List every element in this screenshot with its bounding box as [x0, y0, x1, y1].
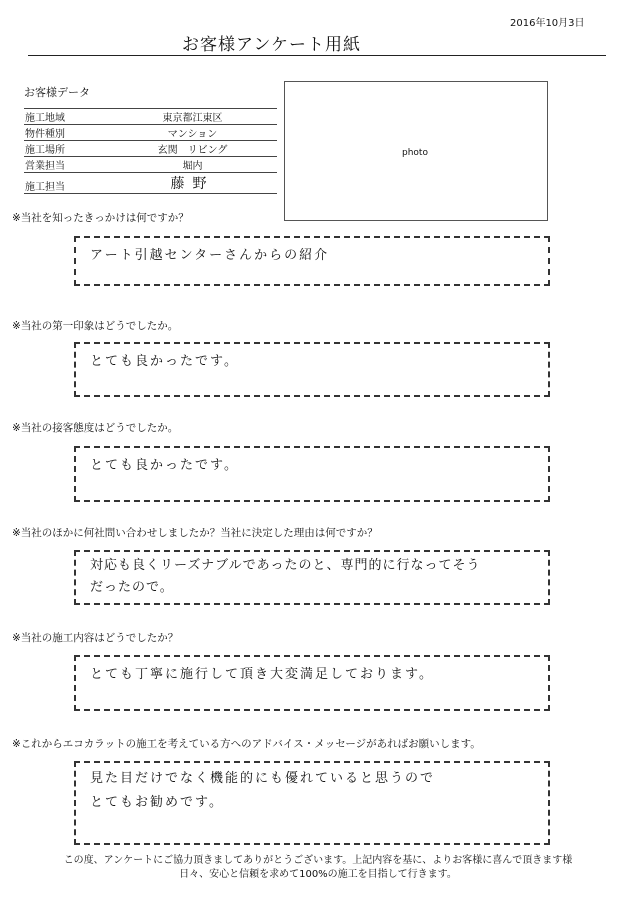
- info-value-handwritten: 藤野: [107, 173, 277, 194]
- answer-5: とても丁寧に施行して頂き大変満足しております。: [90, 667, 434, 682]
- info-row-sales: [24, 157, 277, 173]
- answer-box-2: [74, 342, 550, 397]
- info-key: 施工担当: [24, 173, 107, 194]
- answer-3: とても良かったです。: [90, 458, 239, 473]
- info-row-installer: [24, 173, 277, 194]
- info-value: 東京都江東区: [107, 109, 277, 125]
- question-1: ※当社を知ったきっかけは何ですか？: [12, 212, 189, 224]
- footer-line-2: 日々、安心と信頼を求めて100%の施工を目指して行きます。: [179, 869, 457, 880]
- info-row-area: [24, 109, 277, 125]
- customer-info-table: [24, 108, 277, 194]
- customer-data-heading: お客様データ: [24, 86, 90, 99]
- answer-4-line-1: 対応も良くリーズナブルであったのと、専門的に行なってそう: [90, 558, 481, 573]
- info-key: 施工地域: [24, 109, 107, 125]
- title-underline: [28, 55, 606, 56]
- info-key: 営業担当: [24, 157, 107, 173]
- footer-line-1: この度、アンケートにご協力頂きましてありがとうございます。上記内容を基に、よりお客様に喜んで頂きます様: [63, 855, 573, 866]
- answer-box-3: [74, 446, 550, 502]
- question-4: ※当社のほかに何社問い合わせしましたか？当社に決定した理由は何ですか？: [12, 527, 378, 539]
- question-6: ※これからエコカラットの施工を考えている方へのアドバイス・メッセージがあればお願いします。: [12, 738, 481, 750]
- info-row-location: [24, 141, 277, 157]
- question-2: ※当社の第一印象はどうでしたか。: [12, 320, 179, 332]
- photo-label: photo: [402, 148, 428, 158]
- answer-2: とても良かったです。: [90, 354, 239, 369]
- question-5: ※当社の施工内容はどうでしたか？: [12, 632, 179, 644]
- answer-1: アート引越センターさんからの紹介: [90, 248, 330, 263]
- answer-box-5: [74, 655, 550, 711]
- info-value: 玄関 リビング: [107, 141, 277, 157]
- info-row-property-type: [24, 125, 277, 141]
- answer-6-line-2: とてもお勧めです。: [90, 795, 224, 810]
- answer-box-1: [74, 236, 550, 286]
- answer-box-4: [74, 550, 550, 605]
- info-key: 物件種別: [24, 125, 107, 141]
- question-3: ※当社の接客態度はどうでしたか。: [12, 422, 179, 434]
- answer-box-6: [74, 761, 550, 845]
- answer-4-line-2: だったので。: [90, 580, 174, 595]
- info-value: 堀内: [107, 157, 277, 173]
- info-key: 施工場所: [24, 141, 107, 157]
- page-title: お客様アンケート用紙: [182, 35, 361, 55]
- info-value: マンション: [107, 125, 277, 141]
- survey-date: 2016年10月3日: [510, 18, 585, 29]
- answer-6-line-1: 見た目だけでなく機能的にも優れていると思うので: [90, 771, 436, 786]
